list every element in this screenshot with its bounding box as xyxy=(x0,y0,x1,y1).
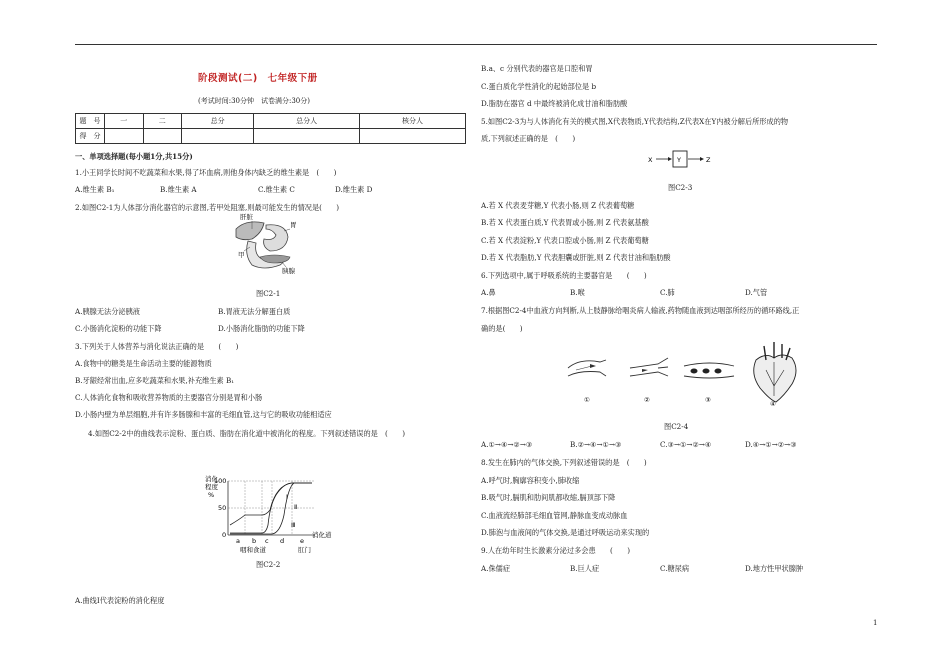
fig3-x: X xyxy=(648,156,653,164)
fig2-ytick-0: 0 xyxy=(222,531,227,539)
vessel-3-icon xyxy=(684,363,734,378)
score-input-cell[interactable] xyxy=(143,129,182,144)
vessel-2-icon xyxy=(630,358,668,376)
figure-caption: 图C2-2 xyxy=(256,560,281,569)
score-cell: 总分 xyxy=(182,114,254,129)
question-4: 4.如图C2-2中的曲线表示淀粉、蛋白质、脂肪在消化道中被消化的程度。下列叙述错误的是 ( ) xyxy=(88,429,406,438)
curve-I xyxy=(230,483,312,525)
score-input-cell[interactable] xyxy=(182,129,254,144)
option-6d: D.气管 xyxy=(745,288,768,297)
option-9a: A.侏儒症 xyxy=(481,564,511,573)
question-2: 2.如图C2-1为人体部分消化器官的示意图,若甲处阻塞,则最可能发生的情况是( ) xyxy=(75,203,340,212)
figure-c2-4-vessels-heart xyxy=(560,340,810,415)
option-8a: A.呼气时,胸廓容积变小,肺收缩 xyxy=(481,476,580,485)
score-table-row xyxy=(76,114,466,129)
label-liver: 肝脏 xyxy=(240,213,253,221)
option-2b: B.胃液无法分解蛋白质 xyxy=(218,307,291,316)
option-3b: B.牙龈经常出血,应多吃蔬菜和水果,补充维生素 B₁ xyxy=(75,376,235,385)
header-rule xyxy=(75,44,877,45)
option-5d: D.若 X 代表脂肪,Y 代表胆囊或肝脏,则 Z 代表甘油和脂肪酸 xyxy=(481,253,671,262)
curve-label-II: Ⅱ xyxy=(294,503,298,511)
figure-c2-3-xyz-model xyxy=(648,148,718,172)
option-5c: C.若 X 代表淀粉,Y 代表口腔或小肠,则 Z 代表葡萄糖 xyxy=(481,236,649,245)
fig2-xtick-d: d xyxy=(280,537,285,545)
option-1c: C.维生素 C xyxy=(258,185,295,194)
score-input-cell[interactable] xyxy=(105,129,144,144)
fig2-bottom-pharynx: 咽和食道 xyxy=(240,546,266,554)
option-5a: A.若 X 代表麦芽糖,Y 代表小肠,则 Z 代表葡萄糖 xyxy=(481,201,635,210)
figure-caption: 图C2-3 xyxy=(668,183,693,192)
vessel-1-icon xyxy=(568,360,606,376)
option-7a: A.①→④→②→③ xyxy=(481,440,533,449)
option-2a: A.胰腺无法分泌胰液 xyxy=(75,307,140,316)
question-9: 9.人在幼年时生长激素分泌过多会患 ( ) xyxy=(481,546,631,555)
option-4a: A.曲线Ⅰ代表淀粉的消化程度 xyxy=(75,596,165,605)
figure-c2-1-digestive-organs xyxy=(230,215,300,280)
fig2-xtick-b: b xyxy=(252,537,257,545)
question-7: 7.根据图C2-4中血液方向判断,从上肢静脉给咽炎病人输液,药物随血液到达咽部所经历的循环路线,正 xyxy=(481,306,800,315)
fig2-xtick-e: e xyxy=(300,537,304,545)
fig2-ytick-50: 50 xyxy=(218,504,227,512)
question-8: 8.发生在肺内的气体交换,下列叙述错误的是 ( ) xyxy=(481,458,647,467)
score-table xyxy=(75,113,466,144)
fig3-y: Y xyxy=(677,156,681,164)
label-jia: 甲 xyxy=(238,251,245,259)
fig4-label-3: ③ xyxy=(705,396,711,404)
section-heading: 一、单项选择题(每小题1分,共15分) xyxy=(75,152,193,161)
option-2c: C.小肠消化淀粉的功能下降 xyxy=(75,324,162,333)
figure-c2-2-digestion-curves xyxy=(200,475,340,555)
question-7-cont: 确的是( ) xyxy=(481,324,523,333)
option-9d: D.地方性甲状腺肿 xyxy=(745,564,804,573)
heart-icon xyxy=(754,342,796,402)
page-number: 1 xyxy=(873,619,878,627)
score-table-row xyxy=(76,129,466,144)
fig3-z: Z xyxy=(706,156,711,164)
figure-caption: 图C2-4 xyxy=(664,422,689,431)
option-7c: C.③→①→②→④ xyxy=(660,440,712,449)
stomach-shape xyxy=(264,225,288,251)
fig2-xtick-c: c xyxy=(265,537,269,545)
option-6a: A.鼻 xyxy=(481,288,496,297)
option-3a: A.食物中的糖类是生命活动主要的能源物质 xyxy=(75,359,212,368)
fig2-xtick-a: a xyxy=(236,537,240,545)
option-7b: B.②→④→①→③ xyxy=(570,440,622,449)
option-4b: B.a、c 分别代表的器官是口腔和胃 xyxy=(481,64,593,73)
option-2d: D.小肠消化脂肪的功能下降 xyxy=(218,324,305,333)
curve-II xyxy=(230,483,312,533)
liver-shape xyxy=(236,222,264,240)
score-cell: 核分人 xyxy=(360,114,466,129)
exam-subtitle: (考试时间:30分钟 试卷满分:30分) xyxy=(198,97,310,105)
fig2-ylabel: 消化程度% xyxy=(205,475,218,499)
curve-label-III: Ⅲ xyxy=(291,521,296,529)
score-cell: 二 xyxy=(143,114,182,129)
fig2-ytick-100: 100 xyxy=(214,477,227,485)
option-3d: D.小肠内壁为单层细胞,并有许多肠腺和丰富的毛细血管,这与它的吸收功能相适应 xyxy=(75,410,332,419)
question-1: 1.小王同学长时间不吃蔬菜和水果,得了坏血病,则他身体内缺乏的维生素是 ( ) xyxy=(75,168,337,177)
question-3: 3.下列关于人体营养与消化说法正确的是 ( ) xyxy=(75,342,239,351)
fig4-label-1: ① xyxy=(584,396,590,404)
option-5b: B.若 X 代表蛋白质,Y 代表胃或小肠,则 Z 代表氨基酸 xyxy=(481,218,649,227)
option-1b: B.维生素 A xyxy=(160,185,197,194)
option-1a: A.维生素 B₁ xyxy=(75,185,115,194)
fig4-label-2: ② xyxy=(644,396,650,404)
option-4c: C.蛋白质化学性消化的起始部位是 b xyxy=(481,82,597,91)
fig4-label-4: ④ xyxy=(770,400,776,408)
score-input-cell[interactable] xyxy=(360,129,466,144)
exam-title: 阶段测试(二) 七年级下册 xyxy=(198,73,318,84)
label-pancreas: 胰腺 xyxy=(282,267,295,275)
score-cell: 得 分 xyxy=(76,129,105,144)
option-8b: B.吸气时,膈肌和肋间肌都收缩,膈顶部下降 xyxy=(481,493,616,502)
fig2-bottom-anus: 肛门 xyxy=(298,546,311,554)
option-6c: C.肺 xyxy=(660,288,675,297)
score-cell: 总分人 xyxy=(254,114,360,129)
option-8d: D.肺泡与血液间的气体交换,是通过呼吸运动来实现的 xyxy=(481,528,650,537)
score-cell: 题 号 xyxy=(76,114,105,129)
option-1d: D.维生素 D xyxy=(335,185,373,194)
curve-label-I: Ⅰ xyxy=(286,493,288,501)
option-3c: C.人体消化食物和吸收营养物质的主要器官分别是胃和小肠 xyxy=(75,393,263,402)
question-5: 5.如图C2-3为与人体消化有关的模式图,X代表物质,Y代表结构,Z代表X在Y内被分解后所形成的物 xyxy=(481,117,789,126)
score-input-cell[interactable] xyxy=(254,129,360,144)
question-5-cont: 质,下列叙述正确的是 ( ) xyxy=(481,134,576,143)
figure-caption: 图C2-1 xyxy=(256,289,281,298)
option-6b: B.喉 xyxy=(570,288,585,297)
option-7d: D.④→①→②→③ xyxy=(745,440,797,449)
fig2-xlabel: 消化道 xyxy=(312,531,332,539)
option-9b: B.巨人症 xyxy=(570,564,600,573)
score-cell: 一 xyxy=(105,114,144,129)
question-6: 6.下列选项中,属于呼吸系统的主要器官是 ( ) xyxy=(481,271,647,280)
option-9c: C.糖尿病 xyxy=(660,564,690,573)
option-8c: C.血液流经肺部毛细血管网,静脉血变成动脉血 xyxy=(481,511,628,520)
option-4d: D.脂肪在器官 d 中最终被消化成甘油和脂肪酸 xyxy=(481,99,628,108)
label-stomach: 胃 xyxy=(290,221,297,229)
